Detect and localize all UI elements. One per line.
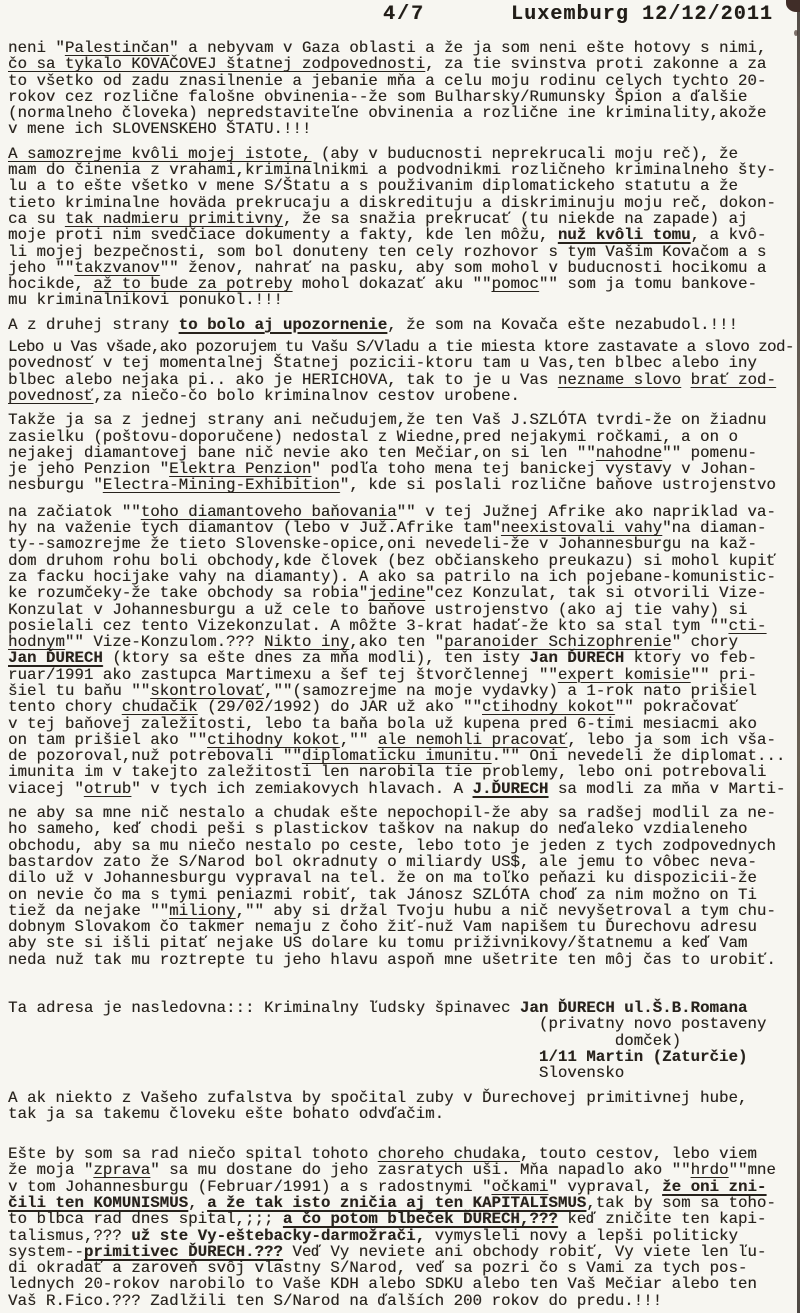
text-segment: ale nemohli pracovať <box>377 730 568 749</box>
text-segment: hrdo <box>690 1161 729 1180</box>
text-line <box>8 89 797 105</box>
text-line <box>8 585 797 601</box>
text-segment: , touto cestov, lebo viem <box>519 1145 757 1164</box>
text-segment: ""mne <box>728 1161 776 1180</box>
text-segment: nejakej diamantovej bane nič nevie ako ten Mečiar,on si len "" <box>8 443 596 462</box>
text-segment: " a nebyvam v Gaza oblasti a že ja som neni ešte hotovy s nimi, <box>169 39 767 57</box>
text-segment: mohol dokazať aku "" <box>292 275 492 294</box>
text-line <box>8 952 797 968</box>
text-line <box>8 1179 797 1195</box>
text-segment: tieto kriminalne hoväda prekrucaju a diskredituju a diskriminuju moju reč, dokon- <box>8 193 776 212</box>
text-segment: posielali cez tento Vizekonzulat. A môžte 3-krat hadať-že kto sa stal tym "" <box>8 616 729 635</box>
text-segment: neda nuž tak mu roztrepte tu jeho hlavu aspoň mne ušetrite ten môj čas to urobiť. <box>8 950 776 969</box>
text-segment: šiel tu baňu "" <box>8 681 151 700</box>
text-line <box>8 339 797 355</box>
text-line <box>8 748 797 764</box>
text-segment: jeho "" <box>8 258 75 277</box>
paragraph <box>8 339 797 404</box>
text-line <box>8 935 797 951</box>
text-line <box>8 355 797 371</box>
text-segment: on nevie čo ma s tymi peniazmi robiť, tak Jánosz SZLÓTA choď za nim možno on Ti <box>8 885 757 904</box>
text-segment: blbec alebo nejaka pi.. ako je HERICHOVA, tak to je u Vas <box>8 370 558 389</box>
text-segment: di okradať a zaroveň svôj vlastny S/Narod, veď sa pozri čo s Vami za tych pos- <box>8 1259 748 1278</box>
text-segment: to blbca rad dnes spital,;;; <box>8 1210 283 1229</box>
text-segment: moje proti nim svedčiace dokumenty a fakty, kde len môžu, <box>8 226 558 245</box>
text-segment: skontrolovať <box>150 681 264 700</box>
text-segment: bastardov zato že S/Narod bol okradnuty o miliardy US$, ale jemu to vôbec neva- <box>8 852 757 871</box>
text-segment: "cez Konzulat, tak si otvorili Vize- <box>425 584 767 603</box>
text-segment: tento chory <box>8 698 122 717</box>
text-segment: (privatny novo postaveny <box>8 1015 767 1034</box>
text-segment: "" ženov, nahrať na pasku, aby som mohol v buducnosti hocikomu a <box>159 258 767 277</box>
text-line <box>8 40 797 56</box>
text-line <box>8 1000 797 1016</box>
paragraph <box>8 412 797 493</box>
text-line <box>8 1106 797 1122</box>
text-line <box>8 195 797 211</box>
text-segment: (ktory sa ešte dnes za mňa modli), ten isty <box>102 649 530 668</box>
text-segment: ca su <box>8 209 65 228</box>
text-segment: ,ako ten " <box>349 633 445 652</box>
text-line <box>8 520 797 536</box>
text-segment: obchodu, aby sa mu niečo nestalo po ceste, lebo toto je jeden z tych zodpovednych <box>8 836 776 855</box>
paragraph <box>8 1090 797 1123</box>
text-segment: otrub <box>83 779 132 798</box>
text-segment: expert komisie <box>557 665 691 684</box>
text-line <box>8 903 797 919</box>
text-line <box>8 504 797 520</box>
text-segment: a že tak isto zničia aj ten KAPITALISMUS <box>207 1194 587 1212</box>
text-segment: tak nadmieru primitivny <box>64 209 283 228</box>
text-segment: zasielku (poštovu-doporučene) nedostal z Wiedne,pred nejakymi ročkami, a on o <box>8 427 738 446</box>
text-segment: system-- <box>8 1242 84 1261</box>
text-segment: pomoc <box>491 275 539 294</box>
text-segment: " chory <box>671 633 738 652</box>
text-segment: A z druhej strany <box>8 315 179 334</box>
paragraph <box>8 1000 797 1081</box>
text-segment: v mene ich SLOVENSKEHO ŠTATU.!!! <box>8 120 312 139</box>
text-line <box>8 178 797 194</box>
text-segment: neexistovali vahy <box>500 519 663 538</box>
text-segment <box>8 1048 539 1066</box>
text-segment: nesburgu " <box>8 476 103 495</box>
paragraph <box>8 805 797 968</box>
text-line <box>8 317 797 333</box>
text-line <box>8 1090 797 1106</box>
text-segment: (29/02/1992) do JAR už ako "" <box>197 698 482 717</box>
text-line <box>8 1244 797 1260</box>
text-line <box>8 887 797 903</box>
text-line <box>8 292 797 308</box>
text-segment: jedine <box>368 584 426 603</box>
scan-corner-artifact <box>786 0 800 12</box>
text-segment: domček) <box>8 1031 682 1050</box>
text-segment: " vypraval, <box>548 1177 663 1196</box>
text-segment: hodnym <box>8 633 65 652</box>
text-segment: nezname slovo <box>557 370 682 389</box>
text-line <box>8 569 797 585</box>
text-segment: takzvanov <box>74 258 160 277</box>
text-segment: , <box>188 1194 208 1212</box>
text-segment: až to bude za potreby <box>93 275 293 294</box>
text-segment: "" pokračovať <box>614 698 738 717</box>
text-segment: imunita im v takejto zaležitosti len narobila tie problemy, lebo oni potrebovali <box>8 763 767 782</box>
text-segment: brať zod- <box>690 370 776 389</box>
text-segment: on tam prišiel ako "" <box>8 730 208 749</box>
text-segment: choreho chudaka <box>377 1145 520 1164</box>
text-segment: , a kvô- <box>690 226 767 245</box>
text-segment: a čo potom blbeček ĎURECH,??? <box>282 1210 558 1229</box>
text-segment: " podľa toho mena tej banickej vystavy v Johan- <box>311 460 757 479</box>
text-segment: Electra-Mining-Exhibition <box>102 476 340 495</box>
text-segment: ,""(samozrejme na moje vydavky) a 1-rok nato prišiel <box>263 681 757 700</box>
text-segment: ho sameho, keď chodi peši s plastickov taškov na nakup do neďaleko vzdialeneho <box>8 820 748 839</box>
text-line <box>8 781 797 797</box>
text-line <box>8 699 797 715</box>
text-segment: chudačik <box>121 698 198 717</box>
text-line <box>8 56 797 72</box>
text-segment: li mojej bezpečnosti, som bol donuteny ten cely rozhovor s tym Vašim Kovačom a s <box>8 242 767 261</box>
page-number: 4/7 <box>383 3 426 26</box>
text-line <box>8 211 797 227</box>
text-line <box>8 162 797 178</box>
paragraph <box>8 40 797 138</box>
text-segment: (aby v buducnosti neprekrucali moju reč), že <box>311 144 738 163</box>
text-segment <box>681 371 690 389</box>
text-segment: "" pomenu- <box>662 443 757 462</box>
text-segment: Jan ĎURECH <box>8 649 103 668</box>
text-segment: ."" Oni nevedeli že diplomat... <box>491 747 786 766</box>
text-line <box>8 1049 797 1065</box>
text-segment: dobnym Slovakom čo takmer nemaju z čoho žiť-nuž Vam napišem tu Ďurechovu adresu <box>8 918 757 937</box>
text-line <box>8 732 797 748</box>
text-segment: keď zničite ten kapi- <box>557 1210 767 1229</box>
text-segment: ty--samozrejme že tieto Slovenske-opice,oni nevedeli-že v Johannesburgu na kaž- <box>8 535 757 554</box>
text-line <box>8 821 797 837</box>
text-line <box>8 276 797 292</box>
paragraph <box>8 146 797 309</box>
text-segment: už ste Vy-eštebacky-darmožrači, <box>131 1226 426 1245</box>
text-segment: ktory vo feb- <box>624 649 757 668</box>
text-line <box>8 854 797 870</box>
text-line <box>8 634 797 650</box>
text-segment: Lebo u Vas všade,ako pozorujem tu Vašu S/Vladu a tie miesta ktore zastavate a slovo zod- <box>8 338 794 357</box>
text-segment: " v tych ich zemiakovych hlavach. A <box>131 779 473 798</box>
text-line <box>8 372 797 388</box>
text-line <box>8 602 797 618</box>
text-line <box>8 146 797 162</box>
text-segment: sa modli za mňa v Marti- <box>548 779 786 798</box>
text-line <box>8 1016 797 1032</box>
text-segment: čili ten KOMUNISMUS <box>8 1194 189 1212</box>
text-segment: diplomaticku imunitu <box>301 747 492 766</box>
text-line <box>8 536 797 552</box>
text-line <box>8 244 797 260</box>
text-line <box>8 121 797 137</box>
text-line <box>8 1162 797 1178</box>
text-segment: hy na važenie tych diamantov (lebo v Juž.Afrike tam" <box>8 519 501 538</box>
text-segment: dilo už v Johannesburgu vypraval na tel. že on ma toľko peňazi ku dispozicii-že <box>8 869 757 888</box>
text-segment: 1/11 Martin (Zaturčie) <box>538 1047 748 1066</box>
text-segment: Veď Vy neviete ani obchody robiť, Vy viete len ľu- <box>282 1242 767 1261</box>
text-segment: primitivec ĎURECH.??? <box>83 1242 283 1261</box>
text-line <box>8 919 797 935</box>
text-segment: lednych 20-rokov narobilo to Vaše KDH alebo SDKU alebo ten Vaš Mečiar alebo ten <box>8 1275 757 1294</box>
text-segment: to bolo aj upozornenie <box>178 315 388 334</box>
text-segment: Konzulat v Johannesburgu a už cele to baňove ustrojenstvo (ako aj tie vahy) si <box>8 600 748 619</box>
text-segment: de pozoroval,nuž potrebovali "" <box>8 747 302 766</box>
text-segment: zprava <box>93 1161 151 1180</box>
text-segment: tak ja sa takemu človeku ešte bohato odvďačim. <box>8 1104 445 1123</box>
text-segment: Jan ĎURECH <box>529 649 625 668</box>
text-segment: Ta adresa je nasledovna::: Kriminalny ľudsky špinavec <box>8 999 520 1018</box>
text-segment: povednosť v tej momentalnej Štatnej pozicii-ktoru tam u Vas,ten blbec alebo iny <box>8 354 757 373</box>
text-segment: ,tak by som sa toho- <box>586 1194 776 1212</box>
text-segment: paranoider Schizophrenie <box>444 633 672 652</box>
text-line <box>8 73 797 89</box>
text-segment: je jeho Penzion " <box>8 460 170 479</box>
text-segment: Ešte by som sa rad niečo spital tohoto <box>8 1145 378 1164</box>
text-segment: cti- <box>728 616 767 635</box>
text-segment: "na diaman- <box>662 519 767 538</box>
text-line <box>8 388 797 404</box>
text-line <box>8 445 797 461</box>
text-segment: "" pri- <box>690 665 757 684</box>
text-segment: , za tie svinstva proti zakonne a za <box>425 55 767 74</box>
text-line <box>8 838 797 854</box>
paragraph <box>8 504 797 797</box>
text-segment: nahodne <box>595 443 663 462</box>
paragraph <box>8 317 797 333</box>
text-line <box>8 667 797 683</box>
text-segment: ne aby sa mne nič nestalo a chudak ešte nepochopil-že aby sa radšej modlil za ne- <box>8 804 776 823</box>
text-line <box>8 1033 797 1049</box>
text-segment: ctihodny kokot <box>207 730 340 749</box>
text-segment: miliony <box>169 901 236 920</box>
text-segment: talismus,??? <box>8 1226 132 1245</box>
text-line <box>8 764 797 780</box>
text-segment: že moja " <box>8 1161 94 1180</box>
text-segment: ke rozumčeky-že take obchody sa robia" <box>8 584 369 603</box>
text-line <box>8 1260 797 1276</box>
text-line <box>8 227 797 243</box>
paragraph <box>8 1146 797 1309</box>
text-line <box>8 683 797 699</box>
text-segment: ", kde si poslali rozlične baňove ustrojenstvo <box>339 476 776 495</box>
text-segment: v tom Johannesburgu (Februar/1991) a s radostnymi " <box>8 1177 492 1196</box>
text-line <box>8 1228 797 1244</box>
text-line <box>8 805 797 821</box>
text-segment: lu a to ešte všetko v mene S/Štatu a s použivanim diplomatickeho statutu a že <box>8 177 738 196</box>
place-date: Luxemburg 12/12/2011 <box>511 3 774 26</box>
text-line <box>8 429 797 445</box>
text-segment: na začiatok "" <box>8 502 141 521</box>
document-body <box>8 40 797 1309</box>
text-segment: , že som na Kovača ešte nezabudol.!!! <box>387 315 738 334</box>
text-segment: neni " <box>8 39 65 57</box>
text-segment: čo sa tykalo KOVAČOVEJ štatnej zodpovednosti <box>8 55 426 74</box>
text-line <box>8 716 797 732</box>
text-segment: to všetko od zadu znasilnenie a jebanie mňa a celu moju rodinu celych tychto 20- <box>8 71 767 90</box>
text-segment: "" Vize-Konzulom.??? <box>64 633 264 652</box>
text-segment: ,"" <box>339 730 378 749</box>
text-segment: Takže ja sa z jednej strany ani nečudujem,že ten Vaš J.SZLÓTA tvrdi-že on žiadnu <box>8 411 767 430</box>
text-segment: v tej baňovej zaležitosti, lebo ta baňa bola už kupena pred 6-timi mesiacmi ako <box>8 714 757 733</box>
text-segment: rokov cez rozlične falošne obvinenia--že som Bulharsky/Rumunsky Špion a ďalšie <box>8 87 748 106</box>
text-segment: "" v tej Južnej Afrike ako napriklad va- <box>396 502 776 521</box>
text-segment: , lebo ja som ich vša- <box>567 730 776 749</box>
text-segment: mam do činenia z vrahami,kriminalnikmi a podvodnikmi rozličneho kriminalneho šty- <box>8 161 776 180</box>
text-line <box>8 618 797 634</box>
text-line <box>8 1146 797 1162</box>
text-segment: že oni zni- <box>662 1177 767 1196</box>
text-segment: tiež da nejake "" <box>8 901 170 920</box>
text-segment: za facku hocijake vahy na diamanty). A ako sa patrilo na ich pojebane-komunistic- <box>8 567 776 586</box>
text-line <box>8 650 797 666</box>
text-segment: A samozrejme kvôli mojej istote, <box>8 144 312 163</box>
text-line <box>8 260 797 276</box>
text-segment: ,za niečo-čo bolo kriminalnov cestov urobene. <box>93 386 520 405</box>
text-segment: A ak niekto z Vašeho zufalstva by spočital zuby v Ďurechovej primitivnej hube, <box>8 1088 748 1107</box>
text-segment: Elektra Penzion <box>169 460 312 479</box>
text-segment: viacej " <box>8 779 84 798</box>
text-segment: ruar/1991 ako zastupca Martimexu a šef tej štvorčlennej "" <box>8 665 558 684</box>
text-line <box>8 1276 797 1292</box>
text-line <box>8 1065 797 1081</box>
text-segment: , že sa snažia prekrucať (tu niekde na zapade) aj <box>282 209 748 228</box>
text-segment: ctihodny kokot <box>482 698 615 717</box>
text-segment: mu kriminalnikovi ponukol.!!! <box>8 291 283 310</box>
text-segment: dom druhom rohu boli obchody,kde človek (bez občianskeho preukazu) si mohol kupiť <box>8 551 776 570</box>
text-segment: (normalneho človeka) nepredstaviteľne obvinenia a rozlične ine kriminality,akože <box>8 104 767 123</box>
text-segment: povednosť <box>8 386 94 405</box>
text-segment: ,"" aby si držal Tvoju hubu a nič nevyšetroval a tym chu- <box>235 901 776 920</box>
text-segment: J.ĎURECH <box>472 779 549 798</box>
text-segment: Slovensko <box>8 1064 625 1083</box>
text-segment: hocikde, <box>8 275 94 294</box>
scan-fleck-artifact <box>794 30 798 36</box>
text-segment: toho diamantoveho baňovania <box>140 502 397 521</box>
text-segment: Vaš R.Fico.??? Zadlžili ten S/Narod na ďalších 200 rokov do predu.!!! <box>8 1291 663 1310</box>
text-segment: "" som ja tomu bankove- <box>538 275 757 294</box>
text-segment: aby ste si išli pitať nejake US dolare ku tomu priživnikovy/štatnemu a keď Vam <box>8 934 748 953</box>
text-line <box>8 870 797 886</box>
text-line <box>8 1211 797 1227</box>
text-segment: Jan ĎURECH ul.Š.B.Romana <box>519 999 748 1018</box>
text-line <box>8 412 797 428</box>
text-segment: Palestinčan <box>64 39 170 57</box>
text-line <box>8 461 797 477</box>
text-line <box>8 1195 797 1211</box>
text-line <box>8 553 797 569</box>
text-segment: vymysleli novy a lepši politicky <box>425 1226 738 1245</box>
text-segment: Nikto iny <box>263 633 350 652</box>
text-line <box>8 477 797 493</box>
text-segment: " sa mu dostane do jeho zasratych uši. Mňa napadlo ako "" <box>150 1161 691 1180</box>
text-line <box>8 1293 797 1309</box>
text-segment: očkami <box>491 1177 549 1196</box>
text-segment: nuž kvôli tomu <box>557 226 691 245</box>
